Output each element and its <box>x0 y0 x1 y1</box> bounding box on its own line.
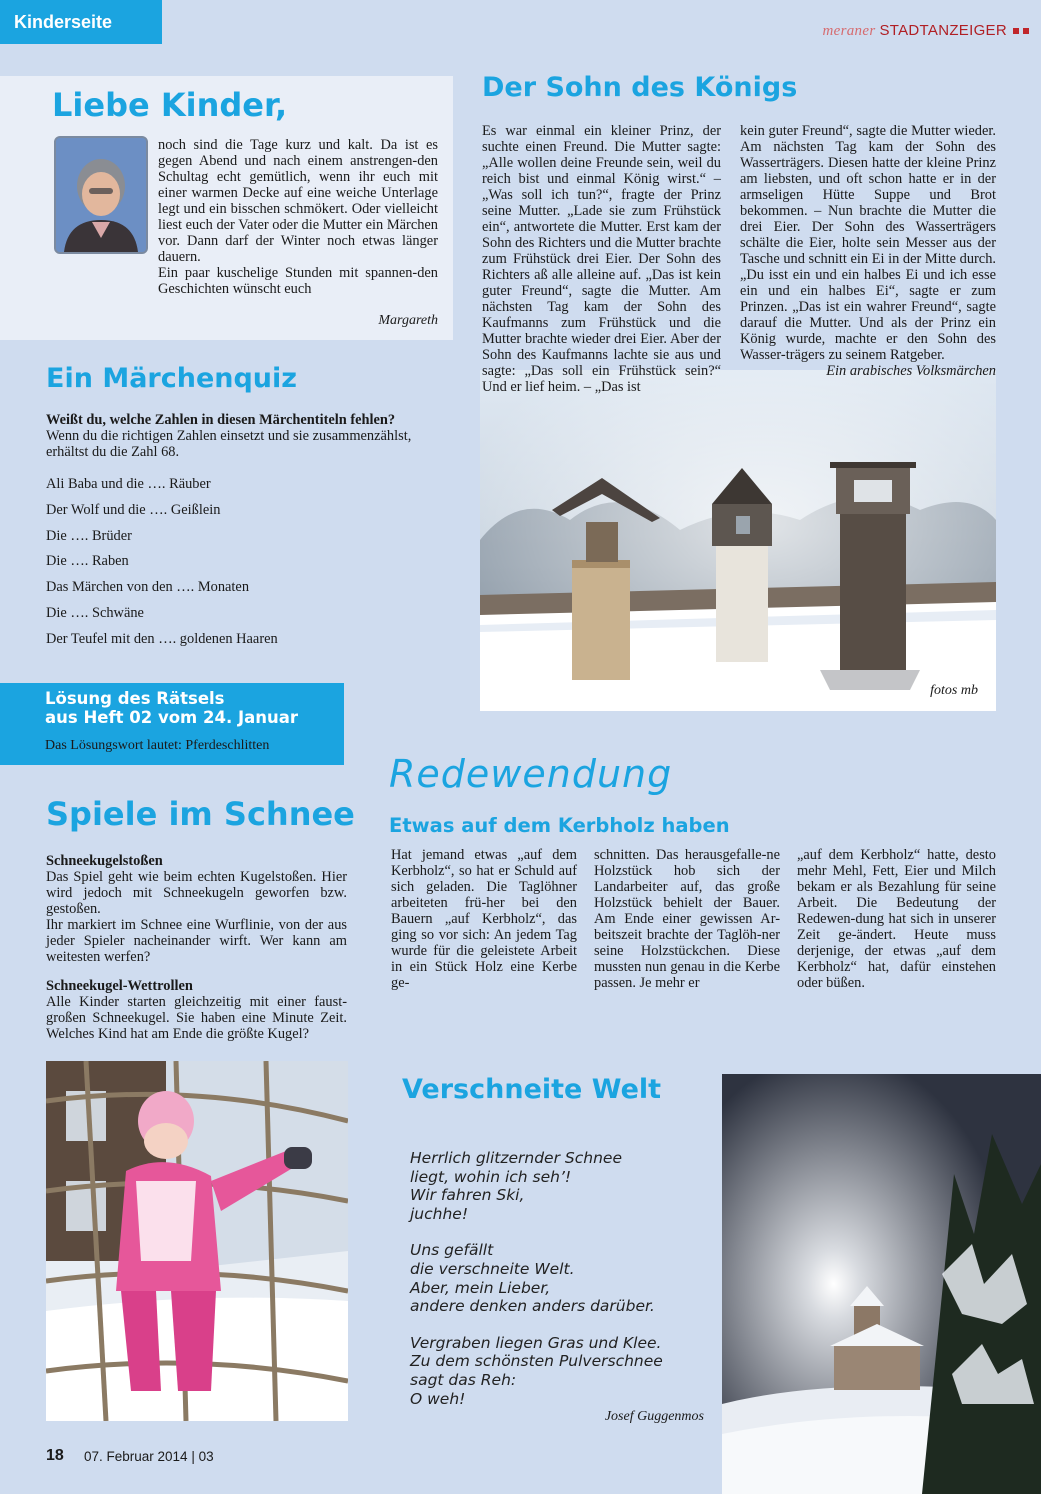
quiz-item: Ali Baba und die …. Räuber <box>46 476 211 492</box>
quiz-instruction: Wenn du die richtigen Zahlen einsetzt und sie zusammenzählst, erhältst du die Zahl 68. <box>46 428 412 460</box>
poem-line: Vergraben liegen Gras und Klee. <box>410 1333 662 1352</box>
intro-paragraph-1: noch sind die Tage kurz und kalt. Da ist es gegen Abend und nach einem anstrengen-den Schultag echt gemütlich, wenn ihr euch mit einer warmen Decke auf eine weiche Unterlage legt und ein bisschen schmökert. Oder vielleicht liest euch der Vater oder die Mutter ein Märchen vor. Dann darf der Winter noch etwas länger dauern. <box>158 137 438 265</box>
idiom-title: Etwas auf dem Kerbholz haben <box>389 814 730 837</box>
idiom-column-1 <box>391 847 577 991</box>
quiz-item: Das Märchen von den …. Monaten <box>46 579 250 596</box>
poem-author: Josef Guggenmos <box>604 1409 704 1424</box>
section-tab[interactable]: Kinderseite <box>0 0 162 44</box>
masthead-logo <box>823 22 1029 40</box>
child-photo <box>46 1061 348 1421</box>
child-photo-image <box>46 1061 348 1421</box>
games-title: Spiele im Schnee <box>46 795 355 833</box>
masthead-part-b: STADTANZEIGER <box>879 22 1007 39</box>
solution-text: Das Lösungswort lautet: Pferdeschlitten <box>45 738 270 753</box>
masthead-part-a: meraner <box>822 23 876 39</box>
church-photo-image <box>722 1074 1041 1494</box>
story-source: Ein arabisches Volksmärchen <box>826 363 996 379</box>
solution-title-line-1: Lösung des Rätsels <box>45 689 225 708</box>
poem-line: Aber, mein Lieber, <box>410 1278 551 1297</box>
quiz-question: Weißt du, welche Zahlen in diesen Märchentiteln fehlen? <box>46 412 396 428</box>
chimney-photo-image <box>480 370 996 711</box>
story-title: Der Sohn des Königs <box>482 72 798 103</box>
poem-line: Wir fahren Ski, <box>410 1186 525 1205</box>
poem-line: die verschneite Welt. <box>410 1259 575 1278</box>
game1-text-2: Ihr markiert im Schnee eine Wurflinie, von der aus jeder Spieler nacheinander wirft. Wer kann am weitesten werfen? <box>46 917 347 965</box>
poem-line: O weh! <box>410 1389 466 1408</box>
game2-text: Alle Kinder starten gleichzeitig mit einer faust-großen Schneekugel. Sie haben eine Minute Zeit. Welches Kind hat am Ende die größte Kugel? <box>46 994 347 1042</box>
poem-line: sagt das Reh: <box>410 1370 517 1389</box>
intro-text <box>158 137 438 297</box>
quiz-item: Die …. Brüder <box>46 527 132 544</box>
poem-line: Zu dem schönsten Pulverschnee <box>410 1352 663 1371</box>
quiz-title: Ein Märchenquiz <box>46 363 298 394</box>
solution-box <box>0 683 344 765</box>
idiom-column-2 <box>594 847 780 991</box>
church-photo <box>722 1074 1041 1494</box>
masthead-square-1 <box>1013 28 1019 34</box>
poem-stanza-gap <box>410 1223 710 1241</box>
poem-stanza-2 <box>410 1241 710 1315</box>
idiom-text-1: Hat jemand etwas „auf dem Kerbholz“, so hat er Schuld auf sich geladen. Die Taglöhner arbeiteten frü-her bei den Bauern „auf Kerbholz“, das ging so vor sich: An jedem Tag wurde für die geleistete Arbeit in ein Stück Holz eine Kerbe ge- <box>391 847 577 991</box>
poem-line: juchhe! <box>410 1204 469 1223</box>
poem-title: Verschneite Welt <box>402 1074 662 1105</box>
poem-body <box>410 1149 710 1408</box>
story-text-1: Es war einmal ein kleiner Prinz, der suchte einen Freund. Die Mutter sagte: „Alle wollen deine Freunde sein, weil du reich bist und einmal König wirst.“ – „Was soll ich tun?“, fragte der Prinz seine Mutter. „Lade sie zum Frühstück ein“, antwortete die Mutter. Erst kam der Sohn des Richters und die Mutter brachte zum Frühstück drei Eier. Der Sohn des Richters aß alle alleine auf. „Das ist kein guter Freund“, sagte die Mutter. Am nächsten Tag kam der Sohn des Kaufmanns zum Frühstück und die Mutter brachte wieder drei Eier. Aber der Sohn des Kaufmanns lachte sie aus und sagte: „Das soll ein Frühstück sein?“ Und er lief heim. – „Das ist <box>482 123 721 395</box>
page-number: 18 <box>46 1447 64 1464</box>
portrait-image <box>56 138 146 252</box>
photo-credit: fotos mb <box>930 683 978 698</box>
poem-line: andere denken anders darüber. <box>410 1297 655 1316</box>
idiom-column-3 <box>797 847 996 991</box>
story-column-1 <box>482 123 721 395</box>
issue-info: 07. Februar 2014 | 03 <box>84 1449 214 1464</box>
games-spacer <box>46 965 347 978</box>
chimney-photo <box>480 370 996 711</box>
idiom-text-2: schnitten. Das herausgefalle-ne Holzstück hob sich der Landarbeiter auf, das große Holzstück behielt der Bauer. Am Ende einer gewissen Ar-beitszeit brachte der Taglöh-ner seine Holzstückchen. Diese mussten nun genau in die Kerbe passen. Je mehr er <box>594 847 780 991</box>
solution-title-line-2: aus Heft 02 vom 24. Januar <box>45 708 299 727</box>
games-text <box>46 853 347 1042</box>
quiz-list <box>46 476 446 657</box>
story-column-2 <box>740 123 996 379</box>
intro-signature: Margareth <box>378 313 438 328</box>
quiz-item: Die …. Raben <box>46 553 129 570</box>
quiz-item: Die …. Schwäne <box>46 604 144 621</box>
idiom-kicker: Redewendung <box>389 752 673 796</box>
masthead-square-2 <box>1023 28 1029 34</box>
poem-line: liegt, wohin ich seh’! <box>410 1167 572 1186</box>
game1-title: Schneekugelstoßen <box>46 853 163 869</box>
author-portrait <box>54 136 148 254</box>
poem-stanza-1 <box>410 1149 710 1223</box>
poem-line: Herrlich glitzernder Schnee <box>410 1149 622 1167</box>
poem-stanza-3 <box>410 1334 710 1408</box>
quiz-item: Der Teufel mit den …. goldenen Haaren <box>46 630 278 647</box>
quiz-item: Der Wolf und die …. Geißlein <box>46 501 221 518</box>
intro-title: Liebe Kinder, <box>52 86 288 124</box>
intro-paragraph-2: Ein paar kuschelige Stunden mit spannen-den Geschichten wünscht euch <box>158 265 438 297</box>
poem-stanza-gap <box>410 1316 710 1334</box>
story-text-2: kein guter Freund“, sagte die Mutter wieder. Am nächsten Tag kam der Sohn des Wasserträgers. Diesen hatte der kleine Prinz am liebsten, und oft schon hatte er in der armseligen Hütte Suppe und Brot bekommen. – Nun brachte die Mutter die drei Eier. Der Sohn des Wasserträgers schälte die Eier, holte sein Messer aus der Tasche und schnitt ein Ei in der Mitte durch. „Du isst ein und ein halbes Ei und ich esse ein und ein halbes Ei“, sagte er zum Prinzen. „Das ist ein wahrer Freund“, sagte darauf die Mutter. Und als der Prinz ein König wurde, machte er den Sohn des Wasser-trägers zu seinem Ratgeber. <box>740 123 996 363</box>
game1-text: Das Spiel geht wie beim echten Kugelstoßen. Hier wird jedoch mit Schneekugeln geworfen bzw. gestoßen. <box>46 869 347 917</box>
game2-title: Schneekugel-Wettrollen <box>46 978 193 994</box>
idiom-text-3: „auf dem Kerbholz“ hatte, desto mehr Mehl, Fett, Eier und Milch bekam er als Bezahlung für seine Arbeit. Die Bedeutung der Redewen-dung hat sich in unserer Zeit ge-ändert. Heute muss derjenige, der etwas „auf dem Kerbholz“ hat, dafür einstehen oder büßen. <box>797 847 996 991</box>
solution-title <box>45 689 298 727</box>
poem-line: Uns gefällt <box>410 1241 494 1260</box>
quiz-intro <box>46 412 456 460</box>
